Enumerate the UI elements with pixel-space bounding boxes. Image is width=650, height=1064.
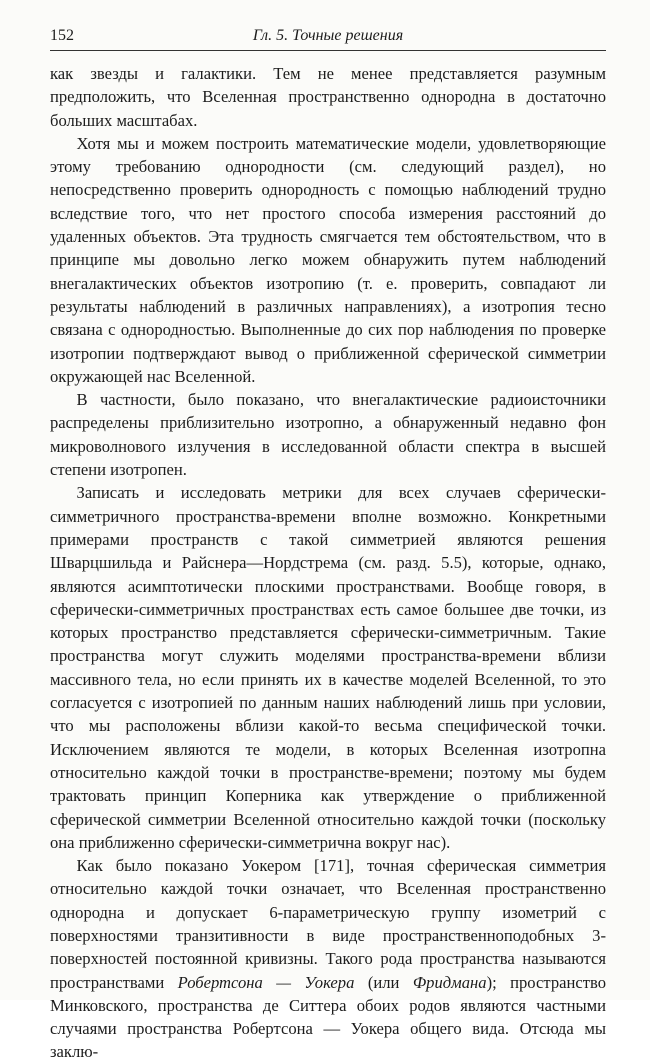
paragraph: Записать и исследовать метрики для всех случаев сферически-симметричного пространства-времени вполне возможно. Конкретными примерами пространств с такой симметрией являются решения Шварцшильда и Райснера—Нордстрема (см. разд. 5.5), которые, однако, являются асимптотически плоскими пространствами. Вообще говоря, в сферически-симметричных пространствах есть самое большее две точки, из которых пространство представляется сферически-симметричным. Такие пространства могут служить моделями пространства-времени вблизи массивного тела, но если принять их в качестве моделей Вселенной, то это согласуется с изотропией по данным наших наблюдений лишь при условии, что мы расположены вблизи какой-то весьма специфической точки. Исключением являются те модели, в которых Вселенная изотропна относительно каждой точки в пространстве-времени; поэтому мы будем трактовать принцип Коперника как утверждение о приближенной сферической симметрии Вселенной относительно каждой точки (поскольку она приближенно сферически-симметрична вокруг нас). bbox=[50, 483, 606, 852]
paragraph: Хотя мы и можем построить математические модели, удовлетворяющие этому требованию однородности (см. следующий раздел), но непосредственно проверить однородность с помощью наблюдений трудно вследствие того, что нет простого способа измерения расстояний до удаленных объектов. Эта трудность смягчается тем обстоятельством, что в принципе мы довольно легко можем обнаружить путем наблюдений внегалактических объектов изотропию (т. е. проверить, совпадают ли результаты наблюдений в различных направлениях), а изотропия тесно связана с однородностью. Выполненные до сих пор наблюдения по проверке изотропии подтверждают вывод о приближенной сферической симметрии окружающей нас Вселенной. bbox=[50, 133, 606, 386]
paragraph-text: (или bbox=[354, 972, 413, 992]
paragraph: В частности, было показано, что внегалактические радиоисточники распределены приблизительно изотропно, а обнаруженный недавно фон микроволнового излучения в исследованной области спектра в высшей степени изотропен. bbox=[50, 390, 606, 480]
italic-term: Робертсона — Уокера bbox=[177, 972, 355, 992]
page-header bbox=[50, 24, 606, 51]
paragraph-text: Как было показано Уокером [171], точная сферическая симметрия относительно каждой точки означает, что Вселенная пространственно однородна и допускает 6-параметрическую группу изометрий с поверхностями транзитивности в виде пространственноподобных 3-поверхностей постоянной кривизны. Такого рода пространства называются пространствами bbox=[50, 856, 606, 992]
italic-term: Фридмана bbox=[412, 972, 487, 992]
paragraph: как звезды и галактики. Тем не менее представляется разумным предположить, что Вселенная пространственно однородна в достаточно больших масштабах. bbox=[50, 64, 606, 130]
page-number: 152 bbox=[50, 27, 74, 44]
body-text bbox=[50, 62, 606, 1064]
paragraph bbox=[50, 854, 606, 1064]
paragraph-text: ); пространство Минковского, пространства де Ситтера обоих родов являются частными случаями пространства Робертсона — Уокера общего вида. Отсюда мы заклю- bbox=[50, 972, 606, 1062]
running-title: Гл. 5. Точные решения bbox=[252, 27, 404, 44]
